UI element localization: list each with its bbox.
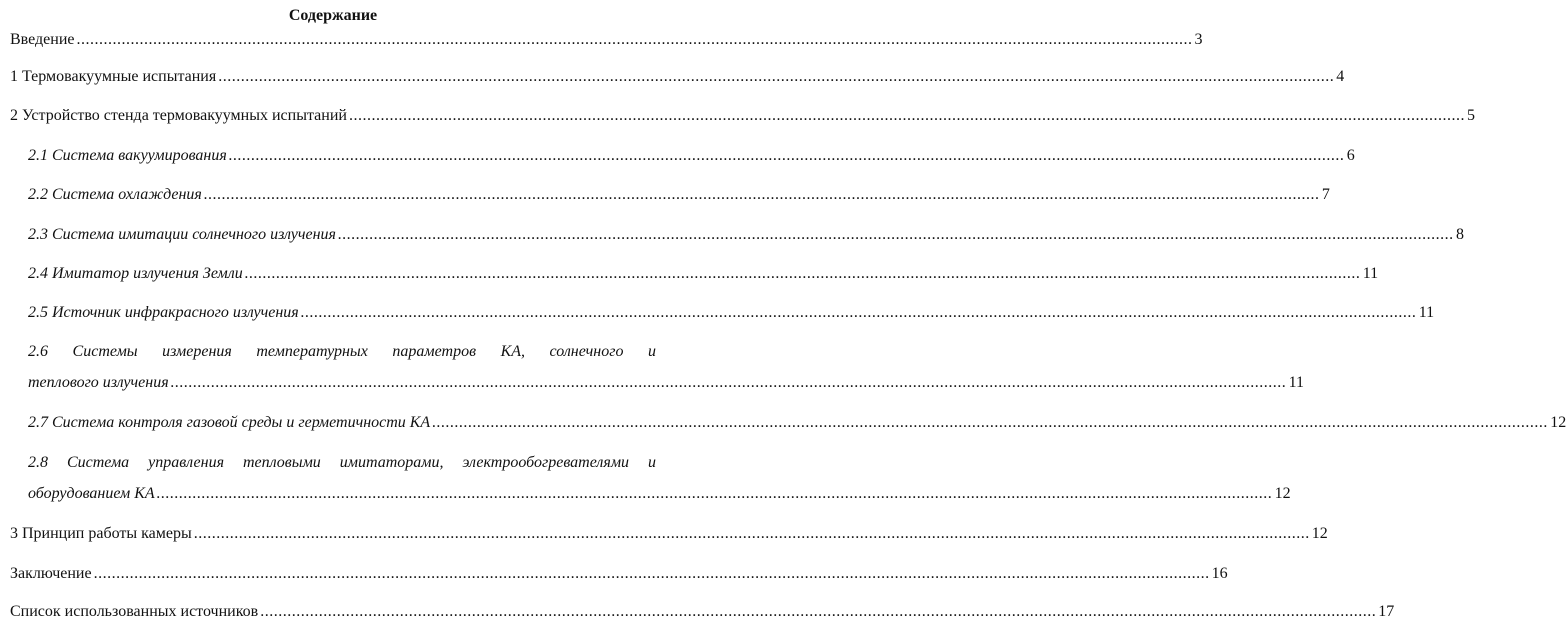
toc-entry-text: Введение bbox=[10, 31, 75, 48]
toc-leader-dots bbox=[204, 185, 1320, 205]
toc-entry-text: 2.5 Источник инфракрасного излучения bbox=[28, 304, 299, 321]
toc-entry-text-line1: 2.6 Системы измерения температурных параметров КА, солнечного и bbox=[28, 343, 656, 360]
toc-entry-page: 17 bbox=[1378, 603, 1395, 620]
toc-entry-page: 16 bbox=[1211, 565, 1228, 582]
toc-entry-section-2-7[interactable] bbox=[0, 413, 1566, 433]
toc-leader-dots bbox=[171, 373, 1287, 393]
toc-entry-section-2-6[interactable] bbox=[0, 342, 1305, 393]
toc-entry-text: 2.4 Имитатор излучения Земли bbox=[28, 265, 243, 282]
toc-entry-page: 5 bbox=[1466, 107, 1475, 124]
toc-entry-text: 2.3 Система имитации солнечного излучения bbox=[28, 226, 336, 243]
toc-leader-dots bbox=[301, 303, 1417, 323]
toc-title: Содержание bbox=[288, 7, 378, 24]
toc-entry-conclusion[interactable] bbox=[0, 564, 1228, 584]
toc-leader-dots bbox=[245, 264, 1361, 284]
toc-entry-page: 12 bbox=[1274, 485, 1291, 502]
toc-entry-introduction[interactable] bbox=[0, 30, 1203, 50]
toc-leader-dots bbox=[432, 413, 1548, 433]
toc-entry-text: 3 Принцип работы камеры bbox=[10, 525, 192, 542]
toc-entry-page: 12 bbox=[1550, 414, 1566, 431]
toc-leader-dots bbox=[349, 106, 1465, 126]
toc-leader-dots bbox=[229, 146, 1345, 166]
toc-entry-section-3[interactable] bbox=[0, 524, 1328, 544]
toc-entry-page: 3 bbox=[1194, 31, 1203, 48]
toc-leader-dots bbox=[94, 564, 1210, 584]
toc-entry-page: 11 bbox=[1362, 265, 1379, 282]
toc-entry-page: 11 bbox=[1288, 374, 1305, 391]
toc-entry-text-line1: 2.8 Система управления тепловыми имитаторами, электрообогревателями и bbox=[28, 454, 656, 471]
toc-entry-page: 7 bbox=[1321, 186, 1330, 203]
toc-leader-dots bbox=[194, 524, 1310, 544]
toc-entry-page: 8 bbox=[1455, 226, 1464, 243]
toc-entry-text: 2.2 Система охлаждения bbox=[28, 186, 202, 203]
toc-entry-text: 2 Устройство стенда термовакуумных испытаний bbox=[10, 107, 347, 124]
toc-entry-section-2-5[interactable] bbox=[0, 303, 1435, 323]
toc-entry-section-1[interactable] bbox=[0, 67, 1345, 87]
toc-entry-section-2-4[interactable] bbox=[0, 264, 1379, 284]
toc-entry-page: 6 bbox=[1346, 147, 1355, 164]
toc-entry-page: 11 bbox=[1418, 304, 1435, 321]
toc-entry-text: Список использованных источников bbox=[10, 603, 259, 620]
toc-entry-page: 4 bbox=[1336, 68, 1345, 85]
toc-entry-page: 12 bbox=[1311, 525, 1328, 542]
toc-entry-text: 2.7 Система контроля газовой среды и герметичности КА bbox=[28, 414, 431, 431]
toc-leader-dots bbox=[338, 225, 1454, 245]
toc-leader-dots bbox=[260, 602, 1376, 622]
toc-entry-text: 2.1 Система вакуумирования bbox=[28, 147, 227, 164]
toc-entry-section-2-3[interactable] bbox=[0, 225, 1464, 245]
toc-entry-text: 1 Термовакуумные испытания bbox=[10, 68, 217, 85]
toc-entry-section-2-2[interactable] bbox=[0, 185, 1330, 205]
toc-leader-dots bbox=[77, 30, 1193, 50]
toc-entry-references[interactable] bbox=[0, 602, 1395, 622]
toc-entry-text-line2: теплового излучения bbox=[28, 374, 169, 391]
toc-leader-dots bbox=[157, 484, 1273, 504]
toc-entry-section-2-1[interactable] bbox=[0, 146, 1355, 166]
toc-entry-text: Заключение bbox=[10, 565, 92, 582]
toc-leader-dots bbox=[218, 67, 1334, 87]
toc-entry-section-2-8[interactable] bbox=[0, 453, 1291, 504]
toc-entry-text-line2: оборудованием КА bbox=[28, 485, 155, 502]
toc-entry-section-2[interactable] bbox=[0, 106, 1475, 126]
